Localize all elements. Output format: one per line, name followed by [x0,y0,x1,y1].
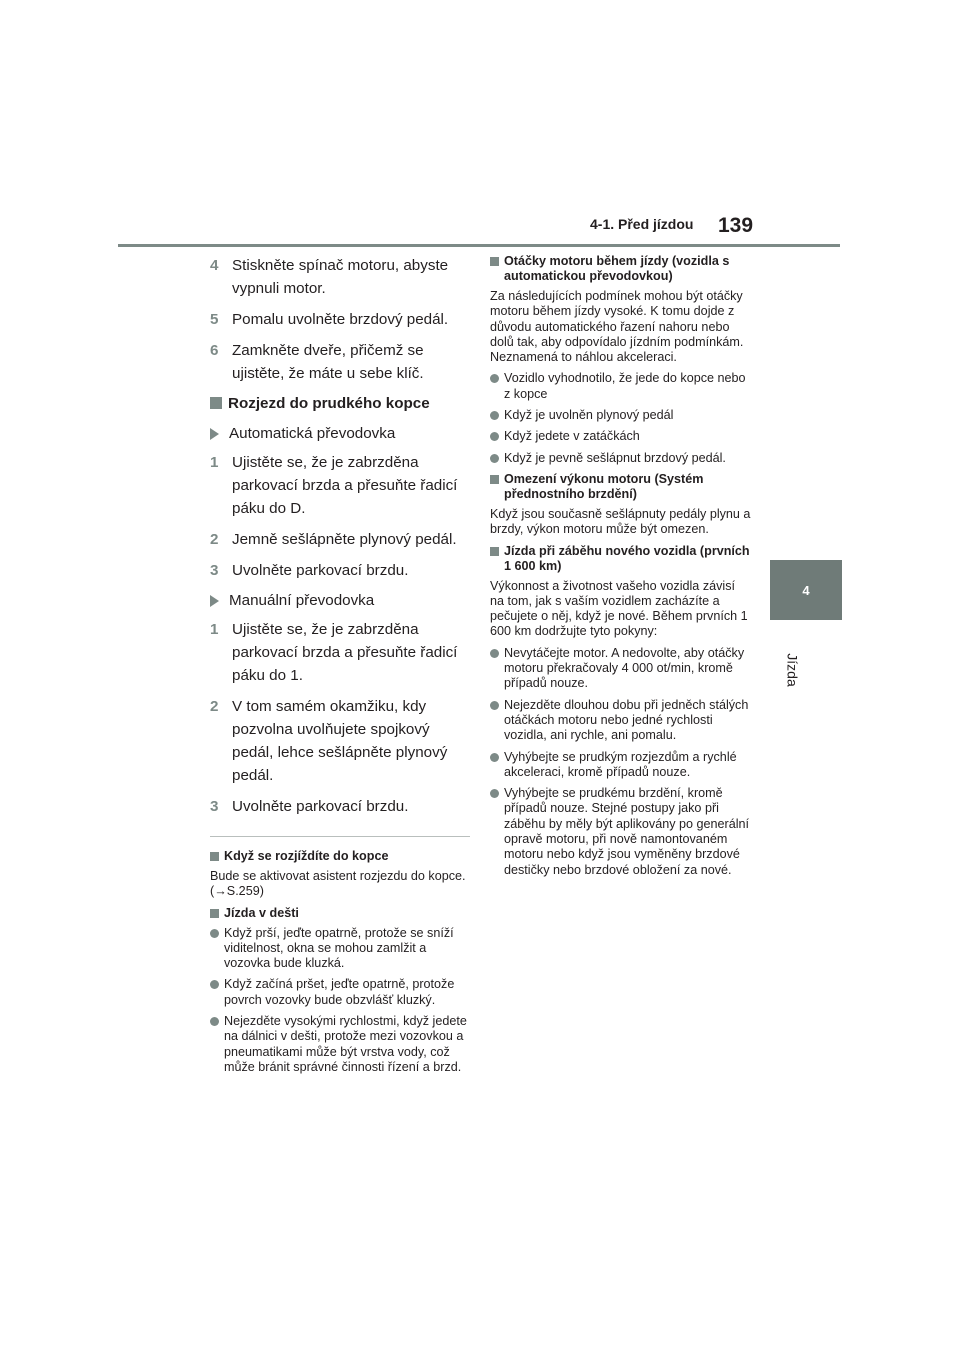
chapter-tab[interactable] [770,560,842,620]
note-text: Bude se aktivovat asistent rozjezdu do kopce. (→S.259) [210,869,466,899]
bullet-dot-icon [490,411,499,420]
step-number: 3 [210,798,219,815]
chapter-label [778,640,808,700]
note-text: Když jsou současně sešlápnuty pedály plynu a brzdy, výkon motoru může být omezen. [490,506,751,537]
square-bullet-icon [210,852,219,861]
bullet-dot-icon [490,649,499,658]
note-heading-text: Jízda v dešti [224,905,299,920]
triangle-icon [210,595,219,607]
list-item [490,451,752,466]
section-divider [210,836,470,837]
square-bullet-icon [490,475,499,484]
note-heading-text: Omezení výkonu motoru (Systém přednostního brzdění) [504,471,704,501]
list-item-text: Když prší, jeďte opatrně, protože se sníží viditelnost, okna se mohou zamlžit a vozovka bude kluzká. [224,925,454,971]
note-heading [490,254,752,284]
step [210,308,470,331]
triangle-icon [210,428,219,440]
note-heading [490,472,752,502]
note-heading [210,906,470,921]
note-heading-text: Otáčky motoru během jízdy (vozidla s automatickou převodovkou) [504,254,730,283]
note-heading-text: Jízda při záběhu nového vozidla (prvních 1 600 km) [504,543,750,573]
list-item [210,977,470,1008]
bullet-dot-icon [210,1017,219,1026]
step-number: 3 [210,562,219,579]
list-item-text: Nejezděte vysokými rychlostmi, když jedete na dálnici v dešti, protože mezi vozovkou a pneumatikami může být vrstva vody, což může bránit správné činnosti řízení a brzd. [224,1014,467,1074]
note-text: Výkonnost a životnost vašeho vozidla závisí na tom, jak s vaším vozidlem zacházíte a pečujete o něj, když je nové. Během prvních 1 600 km dodržujte tyto pokyny: [490,578,748,639]
bullet-dot-icon [490,432,499,441]
step [210,254,470,300]
bullet-dot-icon [210,980,219,989]
list-item-text: Když jedete v zatáčkách [504,429,640,444]
step-text: Stiskněte spínač motoru, abyste vypnuli motor. [232,257,449,297]
step [210,695,470,787]
step-text: Uvolněte parkovací brzdu. [232,798,409,815]
list-item [490,786,752,878]
step-number: 2 [210,531,219,548]
step [210,618,470,687]
note-text: Za následujících podmínek mohou být otáčky motoru během jízdy vysoké. K tomu dojde z důvodu automatického řazení nahoru nebo dolů tak, aby odpovídalo jízdním podmínkám. Neznamená to náhlou akceleraci. [490,289,744,365]
list-item [490,408,752,423]
section-title: 4-1. Před jízdou [590,216,694,232]
step-text: Jemně sešlápněte plynový pedál. [232,531,457,548]
list-item [210,1014,470,1075]
note-heading [490,544,752,574]
list-item-text: Nevytáčejte motor. A nedovolte, aby otáčky motoru překračovaly 4 000 ot/min, kromě případů nouze. [504,645,745,691]
subheading [210,590,470,612]
square-bullet-icon [210,397,222,409]
step [210,451,470,520]
bullet-dot-icon [490,789,499,798]
bullet-dot-icon [490,753,499,762]
square-bullet-icon [490,257,499,266]
list-item-text: Vyhýbejte se prudkému brzdění, kromě případů nouze. Stejné postupy jako při záběhu by měly být aplikovány po generální opravě motoru, při nově namontovaném motoru nebo když jsou vyměněny brzdové destičky nebo brzdové obložení za nové. [504,786,750,877]
square-bullet-icon [490,547,499,556]
step-number: 5 [210,311,219,328]
step [210,795,470,818]
list-item [490,371,752,402]
list-item-text: Když je uvolněn plynový pedál [504,408,674,423]
chapter-number: 4 [802,582,810,598]
list-item [210,926,470,972]
bullet-dot-icon [490,374,499,383]
step-number: 1 [210,621,219,638]
bullet-dot-icon [490,454,499,463]
subheading [210,423,470,445]
step [210,559,470,582]
list-item [490,429,752,444]
right-column [490,254,752,884]
header-rule [118,244,840,247]
step [210,528,470,551]
note-heading [210,849,470,864]
step-number: 6 [210,342,219,359]
step-text: Ujistěte se, že je zabrzděna parkovací brzda a přesuňte řadicí páku do D. [232,454,458,517]
heading-text: Rozjezd do prudkého kopce [228,395,430,412]
list-item [490,698,752,744]
list-item-text: Když začíná pršet, jeďte opatrně, protože povrch vozovky bude obzvlášť kluzký. [224,977,455,1007]
subheading-text: Manuální převodovka [229,592,375,609]
list-item-text: Nejezděte dlouhou dobu při jedněch stálých otáčkách motoru nebo jedné rychlosti vozidla, ani rychle, ani pomalu. [504,697,749,743]
list-item [490,646,752,692]
left-column [210,254,470,1081]
step-text: Zamkněte dveře, přičemž se ujistěte, že máte u sebe klíč. [232,342,424,382]
bullet-dot-icon [490,701,499,710]
bullet-dot-icon [210,929,219,938]
list-item-text: Vozidlo vyhodnotilo, že jede do kopce nebo z kopce [504,371,746,401]
list-item-text: Vyhýbejte se prudkým rozjezdům a rychlé akceleraci, kromě případů nouze. [504,749,737,779]
step-text: Uvolněte parkovací brzdu. [232,562,409,579]
subheading-text: Automatická převodovka [229,425,396,442]
list-item [490,750,752,781]
section-heading [210,393,470,415]
square-bullet-icon [210,909,219,918]
step [210,339,470,385]
note-heading-text: Když se rozjíždíte do kopce [224,849,389,863]
page-number: 139 [718,214,754,237]
step-text: V tom samém okamžiku, kdy pozvolna uvolňujete spojkový pedál, lehce sešlápněte plynový pedál. [232,698,448,784]
step-text: Pomalu uvolněte brzdový pedál. [232,311,449,328]
list-item-text: Když je pevně sešlápnut brzdový pedál. [504,450,726,465]
step-text: Ujistěte se, že je zabrzděna parkovací brzda a přesuňte řadicí páku do 1. [232,621,458,684]
step-number: 4 [210,257,219,274]
step-number: 2 [210,698,219,715]
chapter-label-text: Jízda [785,653,801,687]
step-number: 1 [210,454,219,471]
